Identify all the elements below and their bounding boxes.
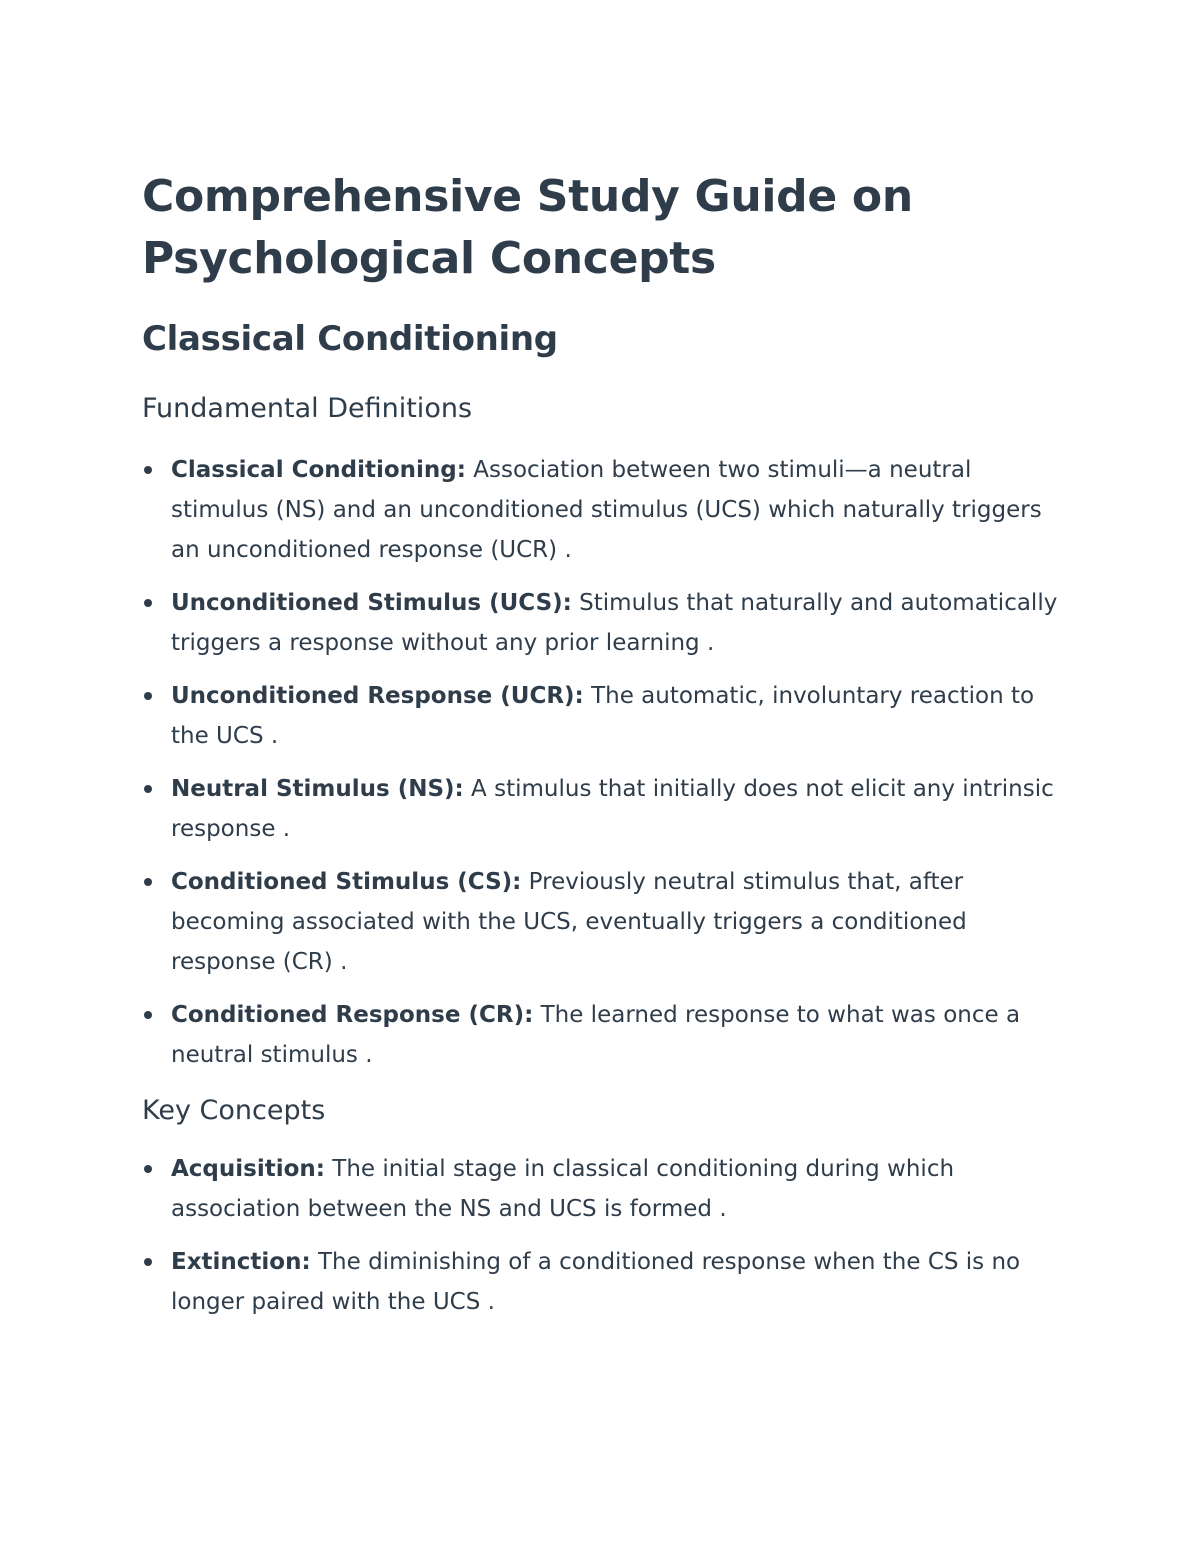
bullet-icon	[144, 692, 152, 700]
list-item	[142, 769, 1062, 849]
list-item	[142, 583, 1062, 663]
definition-text: The diminishing of a conditioned response when the CS is no longer paired with the UCS .	[171, 1249, 1021, 1315]
list-item	[142, 1242, 1062, 1322]
bullet-icon	[144, 878, 152, 886]
list-item	[142, 862, 1062, 982]
definition-term: Extinction:	[171, 1249, 311, 1275]
bullet-icon	[144, 1258, 152, 1266]
list-item	[142, 450, 1062, 570]
bullet-icon	[144, 599, 152, 607]
definition-term: Acquisition:	[171, 1156, 325, 1182]
definition-text: Association between two stimuli—a neutral stimulus (NS) and an unconditioned stimulus (UCS) which naturally triggers an unconditioned response (UCR) .	[171, 457, 1042, 563]
list-item	[142, 676, 1062, 756]
definition-text: Previously neutral stimulus that, after becoming associated with the UCS, eventually triggers a conditioned response (CR) .	[171, 869, 967, 975]
definition-term: Unconditioned Stimulus (UCS):	[171, 590, 572, 616]
key-concepts-list	[142, 1149, 1062, 1335]
fundamental-definitions-list	[142, 450, 1062, 1088]
subsection-title-fundamental: Fundamental Definitions	[142, 393, 473, 424]
definition-term: Neutral Stimulus (NS):	[171, 776, 464, 802]
bullet-icon	[144, 466, 152, 474]
section-title: Classical Conditioning	[142, 319, 558, 359]
definition-term: Conditioned Stimulus (CS):	[171, 869, 522, 895]
definition-text: A stimulus that initially does not elicit any intrinsic response .	[171, 776, 1054, 842]
list-item	[142, 995, 1062, 1075]
bullet-icon	[144, 1165, 152, 1173]
subsection-title-key-concepts: Key Concepts	[142, 1095, 326, 1126]
definition-term: Classical Conditioning:	[171, 457, 466, 483]
definition-text: The learned response to what was once a neutral stimulus .	[171, 1002, 1021, 1068]
bullet-icon	[144, 1011, 152, 1019]
list-item	[142, 1149, 1062, 1229]
definition-term: Conditioned Response (CR):	[171, 1002, 534, 1028]
bullet-icon	[144, 785, 152, 793]
document-title: Comprehensive Study Guide on Psychological Concepts	[142, 171, 913, 284]
definition-text: Stimulus that naturally and automatically triggers a response without any prior learning .	[171, 590, 1058, 656]
definition-term: Unconditioned Response (UCR):	[171, 683, 584, 709]
definition-text: The automatic, involuntary reaction to the UCS .	[171, 683, 1035, 749]
definition-text: The initial stage in classical conditioning during which association between the NS and UCS is formed .	[171, 1156, 955, 1222]
